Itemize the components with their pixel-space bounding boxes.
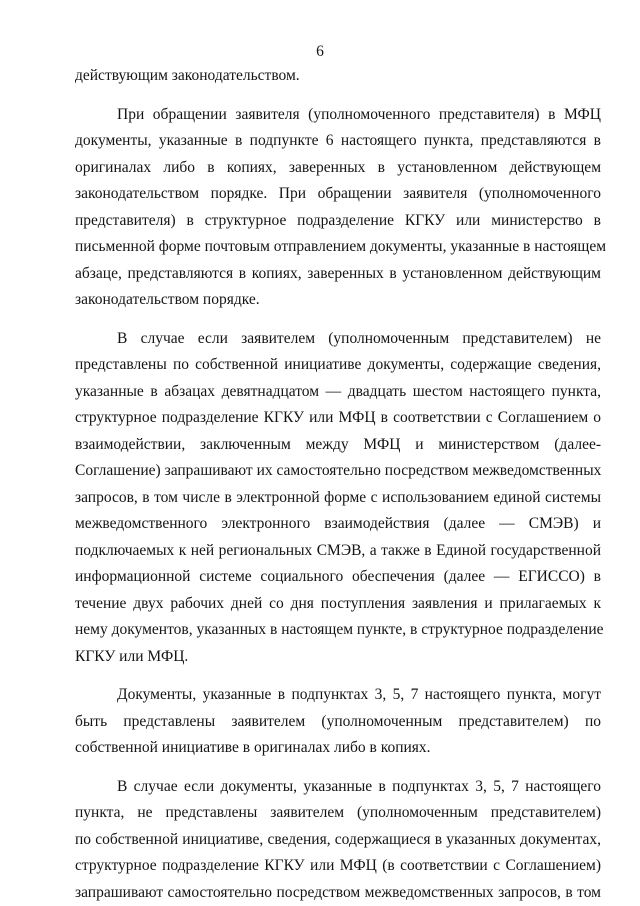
paragraph bbox=[75, 326, 601, 671]
text-line: структурное подразделение КГКУ или МФЦ в соответствии с Соглашением о bbox=[75, 405, 601, 432]
text-line: структурное подразделение КГКУ или МФЦ (в соответствии с Соглашением) bbox=[75, 853, 601, 880]
text-line: быть представлены заявителем (уполномоченным представителем) по bbox=[75, 709, 601, 736]
paragraph bbox=[75, 102, 601, 314]
text-line: письменной форме почтовым отправлением документы, указанные в настоящем bbox=[75, 234, 601, 261]
text-line: запрашивают самостоятельно посредством межведомственных запросов, в том bbox=[75, 880, 601, 906]
text-line: При обращении заявителя (уполномоченного представителя) в МФЦ bbox=[75, 102, 601, 129]
text-line: представителя) в структурное подразделение КГКУ или министерство в bbox=[75, 208, 601, 235]
text-line: взаимодействии, заключенным между МФЦ и министерством (далее- bbox=[75, 432, 601, 459]
text-line: абзаце, представляются в копиях, заверенных в установленном действующим bbox=[75, 261, 601, 288]
text-line: подключаемых к ней региональных СМЭВ, а также в Единой государственной bbox=[75, 538, 601, 565]
paragraph bbox=[75, 774, 601, 906]
text-line: В случае если заявителем (уполномоченным представителем) не bbox=[75, 326, 601, 353]
paragraph bbox=[75, 63, 601, 90]
page-number: 6 bbox=[0, 42, 640, 62]
paragraph-gap bbox=[75, 670, 601, 682]
text-line: действующим законодательством. bbox=[75, 63, 601, 90]
paragraph-gap bbox=[75, 90, 601, 102]
text-line: Соглашение) запрашивают их самостоятельно посредством межведомственных bbox=[75, 458, 601, 485]
document-body bbox=[75, 63, 601, 906]
text-line: КГКУ или МФЦ. bbox=[75, 644, 601, 671]
paragraph-gap bbox=[75, 762, 601, 774]
text-line: оригиналах либо в копиях, заверенных в установленном действующем bbox=[75, 155, 601, 182]
text-line: пункта, не представлены заявителем (уполномоченным представителем) bbox=[75, 800, 601, 827]
text-line: собственной инициативе в оригиналах либо в копиях. bbox=[75, 735, 601, 762]
text-line: нему документов, указанных в настоящем пункте, в структурное подразделение bbox=[75, 617, 601, 644]
text-line: запросов, в том числе в электронной форме с использованием единой системы bbox=[75, 485, 601, 512]
paragraph-gap bbox=[75, 314, 601, 326]
text-line: представлены по собственной инициативе документы, содержащие сведения, bbox=[75, 352, 601, 379]
paragraph bbox=[75, 682, 601, 762]
text-line: течение двух рабочих дней со дня поступления заявления и прилагаемых к bbox=[75, 591, 601, 618]
text-line: документы, указанные в подпункте 6 настоящего пункта, представляются в bbox=[75, 128, 601, 155]
text-line: законодательством порядке. При обращении заявителя (уполномоченного bbox=[75, 181, 601, 208]
text-line: информационной системе социального обеспечения (далее — ЕГИССО) в bbox=[75, 564, 601, 591]
text-line: межведомственного электронного взаимодействия (далее — СМЭВ) и bbox=[75, 511, 601, 538]
text-line: Документы, указанные в подпунктах 3, 5, 7 настоящего пункта, могут bbox=[75, 682, 601, 709]
text-line: указанные в абзацах девятнадцатом — двадцать шестом настоящего пункта, bbox=[75, 379, 601, 406]
text-line: В случае если документы, указанные в подпунктах 3, 5, 7 настоящего bbox=[75, 774, 601, 801]
text-line: законодательством порядке. bbox=[75, 287, 601, 314]
text-line: по собственной инициативе, сведения, содержащиеся в указанных документах, bbox=[75, 827, 601, 854]
